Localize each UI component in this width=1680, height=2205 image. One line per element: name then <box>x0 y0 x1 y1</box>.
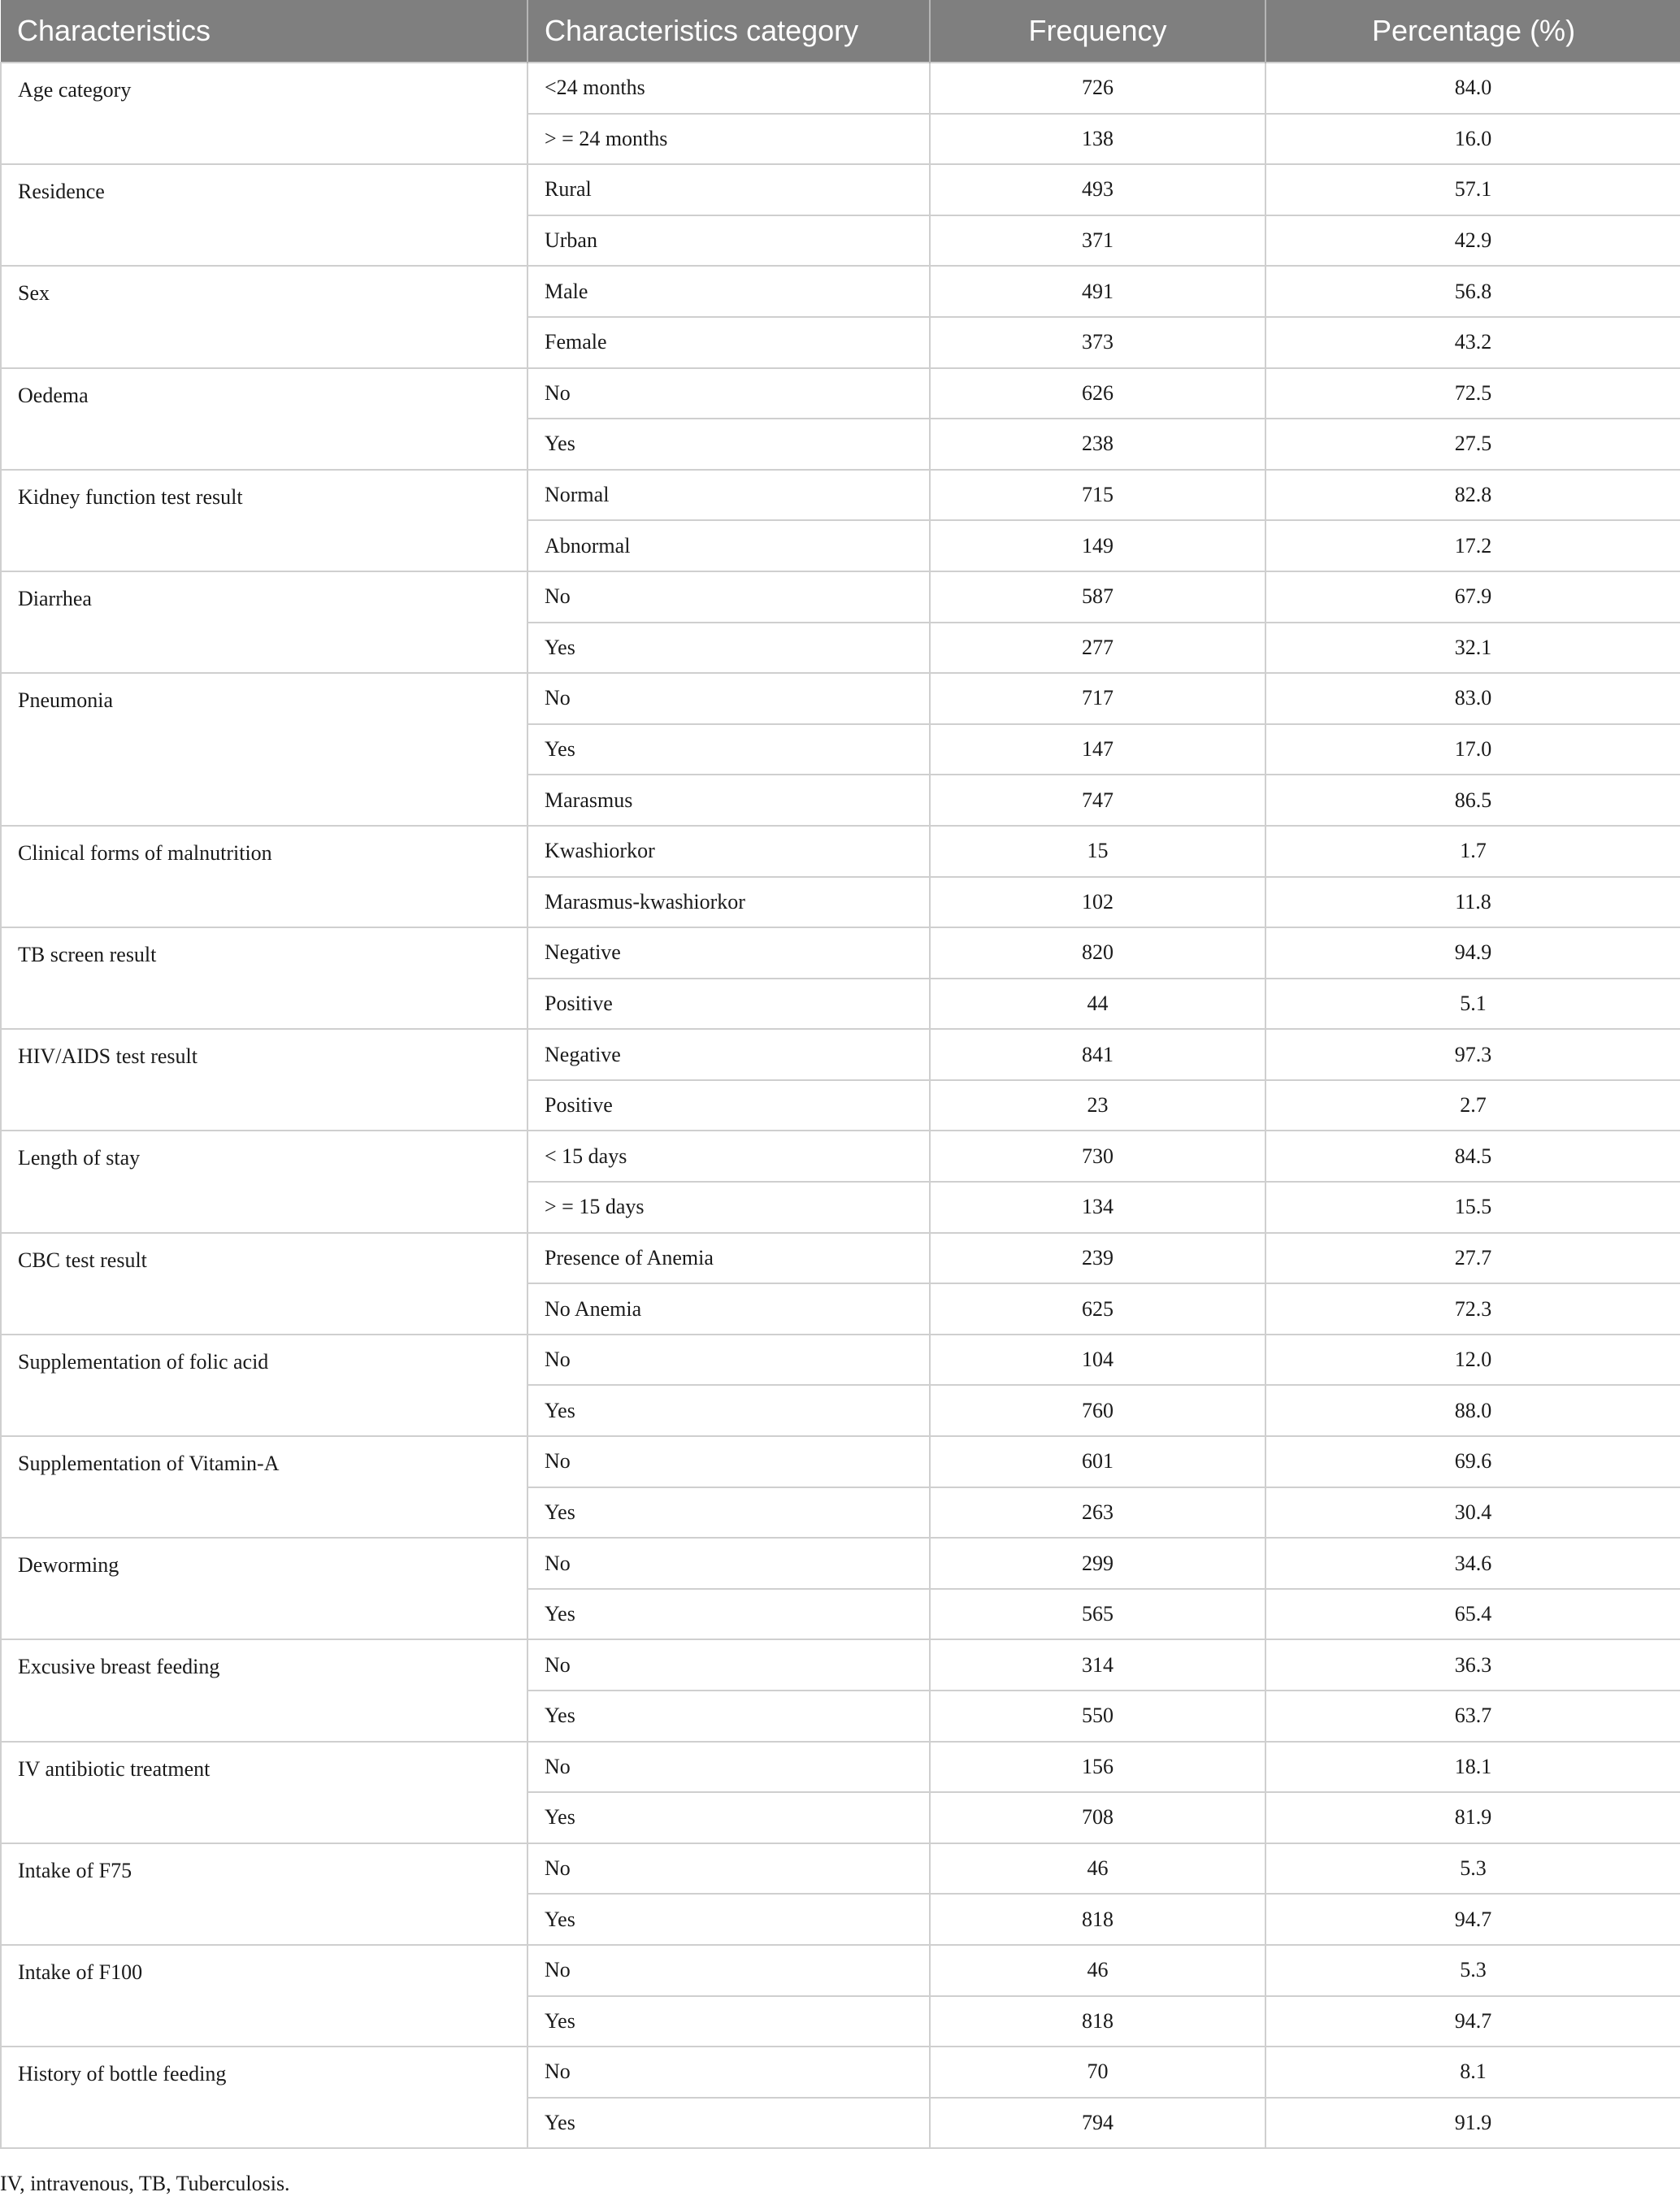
category-cell: Negative <box>527 927 930 979</box>
percentage-cell: 17.2 <box>1265 520 1680 571</box>
percentage-cell: 72.3 <box>1265 1283 1680 1335</box>
percentage-cell: 16.0 <box>1265 114 1680 165</box>
percentage-cell: 5.1 <box>1265 979 1680 1030</box>
characteristic-cell: Deworming <box>1 1538 527 1639</box>
frequency-cell: 104 <box>930 1335 1265 1386</box>
frequency-cell: 717 <box>930 673 1265 724</box>
frequency-cell: 491 <box>930 266 1265 317</box>
category-cell: No <box>527 571 930 623</box>
frequency-cell: 156 <box>930 1742 1265 1793</box>
percentage-cell: 81.9 <box>1265 1792 1680 1843</box>
header-characteristics-category: Characteristics category <box>527 0 930 63</box>
percentage-cell: 27.7 <box>1265 1233 1680 1284</box>
frequency-cell: 565 <box>930 1589 1265 1640</box>
frequency-cell: 760 <box>930 1385 1265 1436</box>
frequency-cell: 747 <box>930 775 1265 826</box>
category-cell: No Anemia <box>527 1283 930 1335</box>
frequency-cell: 371 <box>930 215 1265 267</box>
frequency-cell: 15 <box>930 826 1265 877</box>
category-cell: Yes <box>527 1487 930 1539</box>
category-cell: No <box>527 1639 930 1691</box>
header-percentage: Percentage (%) <box>1265 0 1680 63</box>
frequency-cell: 238 <box>930 419 1265 470</box>
frequency-cell: 23 <box>930 1080 1265 1131</box>
characteristic-cell: Supplementation of Vitamin-A <box>1 1436 527 1538</box>
characteristic-cell: Residence <box>1 164 527 266</box>
percentage-cell: 18.1 <box>1265 1742 1680 1793</box>
category-cell: No <box>527 1945 930 1996</box>
frequency-cell: 626 <box>930 368 1265 419</box>
frequency-cell: 794 <box>930 2098 1265 2149</box>
percentage-cell: 30.4 <box>1265 1487 1680 1539</box>
category-cell: No <box>527 1843 930 1895</box>
percentage-cell: 94.9 <box>1265 927 1680 979</box>
percentage-cell: 67.9 <box>1265 571 1680 623</box>
category-cell: Female <box>527 317 930 368</box>
percentage-cell: 1.7 <box>1265 826 1680 877</box>
percentage-cell: 57.1 <box>1265 164 1680 215</box>
category-cell: Yes <box>527 1894 930 1945</box>
frequency-cell: 134 <box>930 1182 1265 1233</box>
percentage-cell: 32.1 <box>1265 623 1680 674</box>
frequency-cell: 149 <box>930 520 1265 571</box>
frequency-cell: 841 <box>930 1029 1265 1080</box>
category-cell: Positive <box>527 979 930 1030</box>
characteristic-cell: Pneumonia <box>1 673 527 826</box>
frequency-cell: 708 <box>930 1792 1265 1843</box>
category-cell: Urban <box>527 215 930 267</box>
characteristic-cell: IV antibiotic treatment <box>1 1742 527 1843</box>
frequency-cell: 70 <box>930 2047 1265 2098</box>
frequency-cell: 715 <box>930 470 1265 521</box>
percentage-cell: 88.0 <box>1265 1385 1680 1436</box>
percentage-cell: 63.7 <box>1265 1691 1680 1742</box>
category-cell: Yes <box>527 419 930 470</box>
category-cell: No <box>527 673 930 724</box>
frequency-cell: 138 <box>930 114 1265 165</box>
characteristic-cell: HIV/AIDS test result <box>1 1029 527 1131</box>
category-cell: Male <box>527 266 930 317</box>
table-row <box>1 673 1680 724</box>
percentage-cell: 91.9 <box>1265 2098 1680 2149</box>
frequency-cell: 818 <box>930 1996 1265 2047</box>
characteristic-cell: Age category <box>1 63 527 164</box>
percentage-cell: 36.3 <box>1265 1639 1680 1691</box>
percentage-cell: 17.0 <box>1265 724 1680 775</box>
table-row <box>1 571 1680 623</box>
characteristic-cell: Supplementation of folic acid <box>1 1335 527 1436</box>
table-body <box>1 63 1680 2148</box>
percentage-cell: 11.8 <box>1265 877 1680 928</box>
characteristic-cell: TB screen result <box>1 927 527 1029</box>
percentage-cell: 86.5 <box>1265 775 1680 826</box>
table-row <box>1 1742 1680 1793</box>
category-cell: < 15 days <box>527 1131 930 1182</box>
table-row <box>1 1029 1680 1080</box>
percentage-cell: 43.2 <box>1265 317 1680 368</box>
table-row <box>1 1131 1680 1182</box>
category-cell: Presence of Anemia <box>527 1233 930 1284</box>
percentage-cell: 5.3 <box>1265 1945 1680 1996</box>
percentage-cell: 94.7 <box>1265 1894 1680 1945</box>
category-cell: Kwashiorkor <box>527 826 930 877</box>
category-cell: No <box>527 368 930 419</box>
frequency-cell: 373 <box>930 317 1265 368</box>
percentage-cell: 72.5 <box>1265 368 1680 419</box>
percentage-cell: 84.5 <box>1265 1131 1680 1182</box>
category-cell: No <box>527 1335 930 1386</box>
category-cell: <24 months <box>527 63 930 114</box>
characteristic-cell: Excusive breast feeding <box>1 1639 527 1741</box>
category-cell: Yes <box>527 2098 930 2149</box>
category-cell: No <box>527 1538 930 1589</box>
category-cell: Yes <box>527 1691 930 1742</box>
percentage-cell: 65.4 <box>1265 1589 1680 1640</box>
category-cell: Yes <box>527 1385 930 1436</box>
category-cell: Yes <box>527 1792 930 1843</box>
frequency-cell: 46 <box>930 1843 1265 1895</box>
category-cell: Abnormal <box>527 520 930 571</box>
table-footnote: IV, intravenous, TB, Tuberculosis. <box>0 2172 290 2195</box>
category-cell: Positive <box>527 1080 930 1131</box>
category-cell: Marasmus <box>527 775 930 826</box>
percentage-cell: 34.6 <box>1265 1538 1680 1589</box>
table-row <box>1 1233 1680 1284</box>
frequency-cell: 730 <box>930 1131 1265 1182</box>
characteristic-cell: Oedema <box>1 368 527 470</box>
table-row <box>1 1538 1680 1589</box>
category-cell: Rural <box>527 164 930 215</box>
category-cell: > = 15 days <box>527 1182 930 1233</box>
category-cell: > = 24 months <box>527 114 930 165</box>
percentage-cell: 84.0 <box>1265 63 1680 114</box>
category-cell: Yes <box>527 623 930 674</box>
table-header-row <box>1 0 1680 63</box>
characteristic-cell: Intake of F75 <box>1 1843 527 1945</box>
characteristic-cell: Clinical forms of malnutrition <box>1 826 527 927</box>
frequency-cell: 818 <box>930 1894 1265 1945</box>
category-cell: Yes <box>527 724 930 775</box>
frequency-cell: 147 <box>930 724 1265 775</box>
table-row <box>1 1843 1680 1895</box>
category-cell: No <box>527 1436 930 1487</box>
frequency-cell: 46 <box>930 1945 1265 1996</box>
percentage-cell: 94.7 <box>1265 1996 1680 2047</box>
characteristic-cell: Diarrhea <box>1 571 527 673</box>
category-cell: Normal <box>527 470 930 521</box>
category-cell: Yes <box>527 1589 930 1640</box>
frequency-cell: 239 <box>930 1233 1265 1284</box>
percentage-cell: 27.5 <box>1265 419 1680 470</box>
category-cell: No <box>527 2047 930 2098</box>
frequency-cell: 726 <box>930 63 1265 114</box>
frequency-cell: 601 <box>930 1436 1265 1487</box>
table-row <box>1 1335 1680 1386</box>
category-cell: Marasmus-kwashiorkor <box>527 877 930 928</box>
percentage-cell: 2.7 <box>1265 1080 1680 1131</box>
table-row <box>1 368 1680 419</box>
percentage-cell: 97.3 <box>1265 1029 1680 1080</box>
table-row <box>1 927 1680 979</box>
frequency-cell: 263 <box>930 1487 1265 1539</box>
characteristic-cell: CBC test result <box>1 1233 527 1335</box>
frequency-cell: 314 <box>930 1639 1265 1691</box>
table-row <box>1 2047 1680 2098</box>
percentage-cell: 83.0 <box>1265 673 1680 724</box>
frequency-cell: 625 <box>930 1283 1265 1335</box>
table-row <box>1 63 1680 114</box>
category-cell: Negative <box>527 1029 930 1080</box>
table-row <box>1 266 1680 317</box>
characteristic-cell: Sex <box>1 266 527 367</box>
percentage-cell: 8.1 <box>1265 2047 1680 2098</box>
header-characteristics: Characteristics <box>1 0 527 63</box>
characteristic-cell: Length of stay <box>1 1131 527 1232</box>
characteristic-cell: Intake of F100 <box>1 1945 527 2047</box>
frequency-cell: 587 <box>930 571 1265 623</box>
table-row <box>1 164 1680 215</box>
percentage-cell: 82.8 <box>1265 470 1680 521</box>
category-cell: No <box>527 1742 930 1793</box>
frequency-cell: 102 <box>930 877 1265 928</box>
percentage-cell: 15.5 <box>1265 1182 1680 1233</box>
table-row <box>1 470 1680 521</box>
percentage-cell: 5.3 <box>1265 1843 1680 1895</box>
table-row <box>1 1436 1680 1487</box>
header-frequency: Frequency <box>930 0 1265 63</box>
table-row <box>1 826 1680 877</box>
frequency-cell: 493 <box>930 164 1265 215</box>
characteristic-cell: Kidney function test result <box>1 470 527 571</box>
percentage-cell: 12.0 <box>1265 1335 1680 1386</box>
category-cell: Yes <box>527 1996 930 2047</box>
frequency-cell: 550 <box>930 1691 1265 1742</box>
percentage-cell: 56.8 <box>1265 266 1680 317</box>
frequency-cell: 299 <box>930 1538 1265 1589</box>
table-row <box>1 1639 1680 1691</box>
frequency-cell: 277 <box>930 623 1265 674</box>
frequency-cell: 44 <box>930 979 1265 1030</box>
percentage-cell: 42.9 <box>1265 215 1680 267</box>
percentage-cell: 69.6 <box>1265 1436 1680 1487</box>
frequency-cell: 820 <box>930 927 1265 979</box>
characteristic-cell: History of bottle feeding <box>1 2047 527 2148</box>
table-row <box>1 1945 1680 1996</box>
